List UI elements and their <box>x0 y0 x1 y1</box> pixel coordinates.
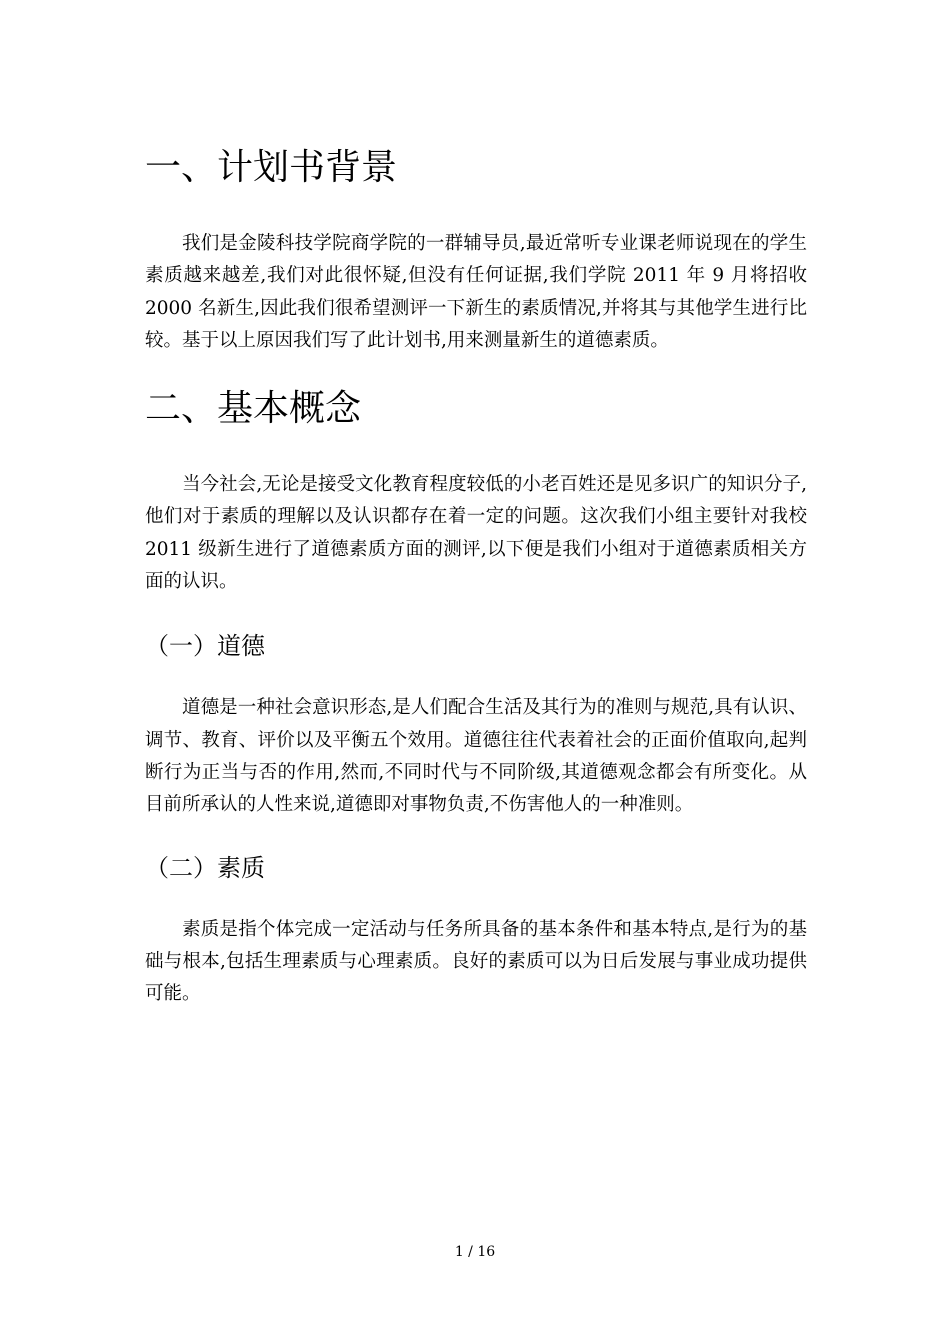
paragraph-concepts: 当今社会,无论是接受文化教育程度较低的小老百姓还是见多识广的知识分子,他们对于素质的理解以及认识都存在着一定的问题。这次我们小组主要针对我校 2011 级新生进行了道德素质方面的测评,以下便是我们小组对于道德素质相关方面的认识。 <box>145 474 807 593</box>
section-heading-background: 一、计划书背景 <box>145 147 398 188</box>
paragraph-morality: 道德是一种社会意识形态,是人们配合生活及其行为的准则与规范,具有认识、调节、教育、评价以及平衡五个效用。道德往往代表着社会的正面价值取向,起判断行为正当与否的作用,然而,不同时代与不同阶级,其道德观念都会有所变化。从目前所承认的人性来说,道德即对事物负责,不伤害他人的一种准则。 <box>145 697 807 816</box>
page-number: 1 / 16 <box>454 1244 496 1260</box>
subsection-heading-quality: （二）素质 <box>145 853 265 882</box>
document-body <box>145 138 807 1010</box>
section-heading-concepts: 二、基本概念 <box>145 388 362 430</box>
paragraph-background: 我们是金陵科技学院商学院的一群辅导员,最近常听专业课老师说现在的学生素质越来越差,我们对此很怀疑,但没有任何证据,我们学院 2011 年 9 月将招收 2000 名新生,因此我们很希望测评一下新生的素质情况,并将其与其他学生进行比较。基于以上原因我们写了此计划书,用来测量新生的道德素质。 <box>145 233 807 351</box>
paragraph-quality: 素质是指个体完成一定活动与任务所具备的基本条件和基本特点,是行为的基础与根本,包括生理素质与心理素质。良好的素质可以为日后发展与事业成功提供可能。 <box>145 918 807 1005</box>
subsection-heading-morality: （一）道德 <box>145 632 265 661</box>
